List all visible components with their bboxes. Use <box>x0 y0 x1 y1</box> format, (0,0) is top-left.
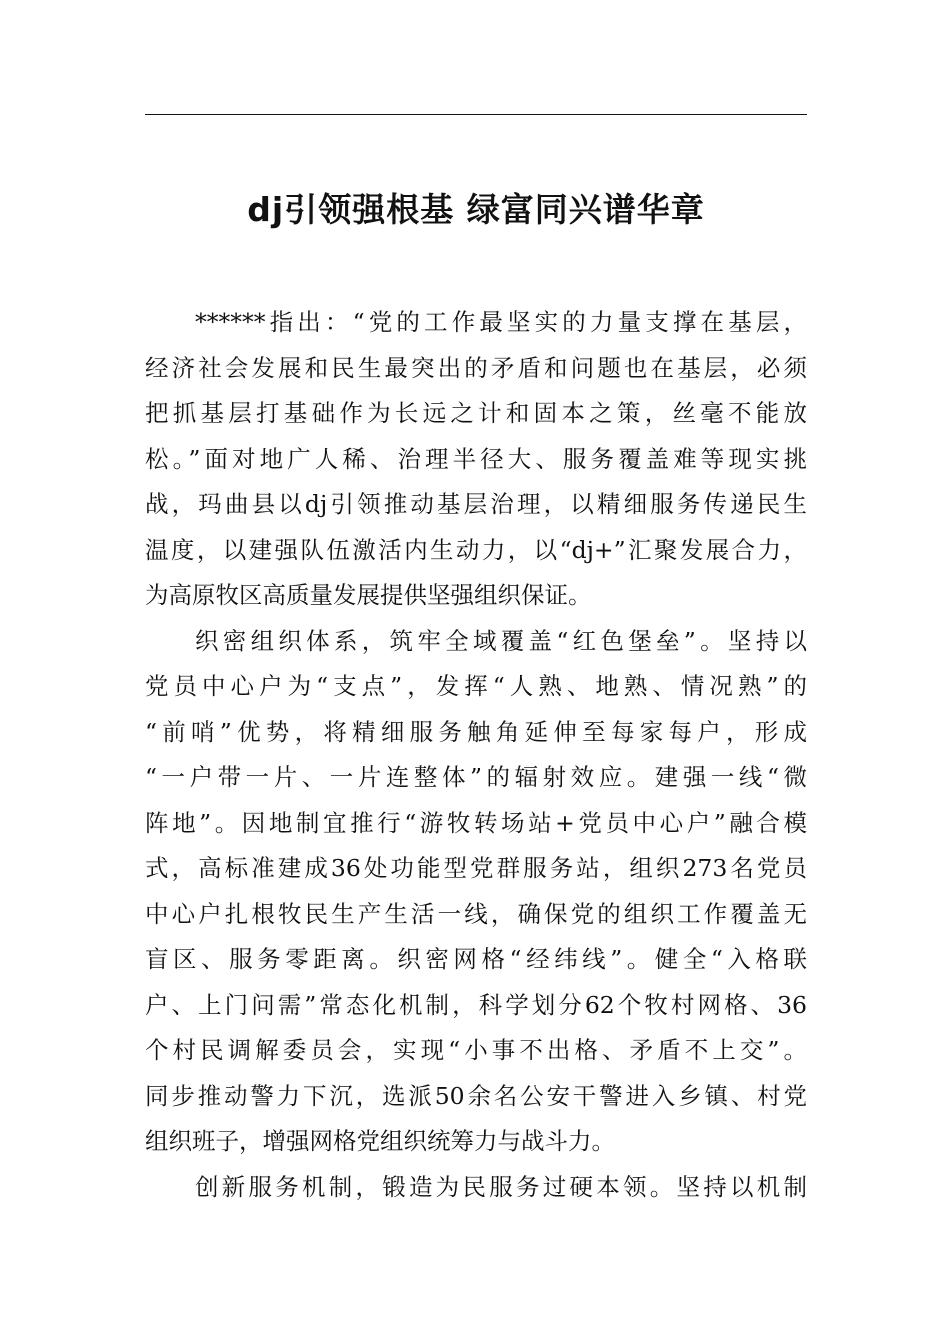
paragraph-line: “前哨”优势，将精细服务触角延伸至每家每户，形成 <box>145 717 807 746</box>
paragraph-line: 松。”面对地广人稀、治理半径大、服务覆盖难等现实挑 <box>145 444 807 473</box>
paragraph-line: 为高原牧区高质量发展提供坚强组织保证。 <box>145 581 592 609</box>
paragraph-line: 户、上门问需”常态化机制，科学划分62个牧村网格、36 <box>145 990 807 1019</box>
paragraph-line: 温度，以建强队伍激活内生动力，以“dj+”汇聚发展合力， <box>145 535 807 564</box>
paragraph-line: 组织班子，增强网格党组织统筹力与战斗力。 <box>145 1127 615 1155</box>
paragraph-line: ******指出：“党的工作最坚实的力量支撑在基层， <box>195 308 807 336</box>
paragraph-line: 个村民调解委员会，实现“小事不出格、矛盾不上交”。 <box>145 1036 807 1064</box>
paragraph-line: 同步推动警力下沉，选派50余名公安干警进入乡镇、村党 <box>145 1081 807 1110</box>
paragraph-line: 盲区、服务零距离。织密网格“经纬线”。健全“入格联 <box>145 945 807 973</box>
paragraph-line: 党员中心户为“支点”，发挥“人熟、地熟、情况熟”的 <box>145 672 807 700</box>
paragraph-line: 经济社会发展和民生最突出的矛盾和问题也在基层，必须 <box>145 353 807 382</box>
paragraph-line: 创新服务机制，锻造为民服务过硬本领。坚持以机制 <box>195 1172 807 1201</box>
paragraph-line: “一户带一片、一片连整体”的辐射效应。建强一线“微 <box>145 763 807 791</box>
paragraph-line: 式，高标准建成36处功能型党群服务站，组织273名党员 <box>145 854 807 882</box>
paragraph-line: 中心户扎根牧民生产生活一线，确保党的组织工作覆盖无 <box>145 899 807 928</box>
document-title: dj引领强根基 绿富同兴谱华章 <box>247 190 705 229</box>
document-body <box>145 300 807 1210</box>
paragraph-line: 织密组织体系，筑牢全域覆盖“红色堡垒”。坚持以 <box>195 626 807 655</box>
paragraph-line: 把抓基层打基础作为长远之计和固本之策，丝毫不能放 <box>145 399 807 427</box>
paragraph-line: 阵地”。因地制宜推行“游牧转场站+党员中心户”融合模 <box>145 808 807 837</box>
header-rule <box>145 114 807 115</box>
paragraph-line: 战，玛曲县以dj引领推动基层治理，以精细服务传递民生 <box>145 490 807 518</box>
